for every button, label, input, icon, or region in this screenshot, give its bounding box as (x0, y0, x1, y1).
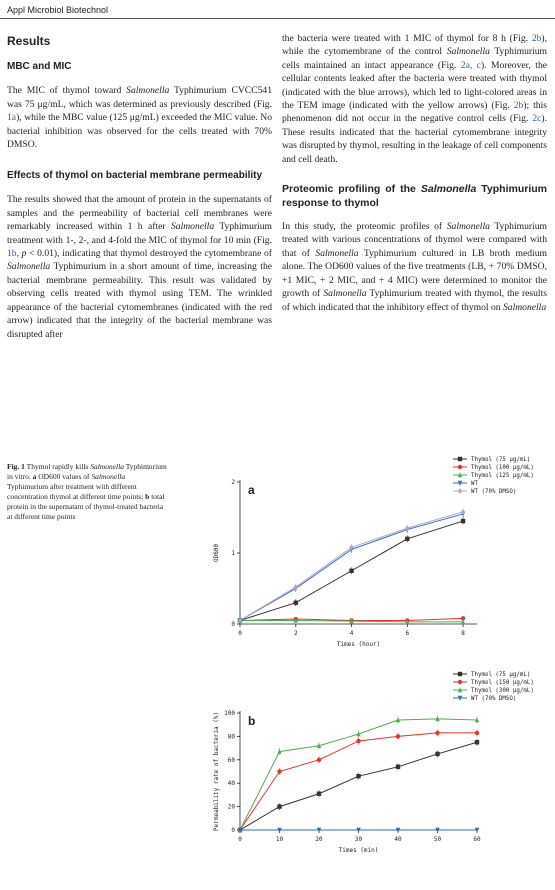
x-tick-label: 0 (238, 836, 242, 843)
y-tick-label: 1 (231, 550, 235, 557)
y-tick-label: 60 (227, 756, 235, 764)
x-tick-label: 8 (461, 630, 465, 637)
text-segment: Salmonella (323, 288, 367, 300)
legend-label: WT (471, 481, 478, 487)
legend-label: Thymol (100 μg/mL) (471, 465, 534, 471)
x-tick-label: 4 (349, 630, 354, 637)
legend-label: Thymol (75 μg/mL) (471, 457, 531, 463)
chart-panel-b (195, 668, 535, 883)
text-segment: Salmonella (126, 85, 170, 97)
x-tick-label: 30 (354, 836, 363, 843)
text-segment: b (145, 492, 150, 501)
legend-marker (458, 680, 462, 684)
data-point (435, 731, 439, 735)
y-tick-label: 0 (231, 621, 235, 628)
paragraph-proteomic-profiling (282, 220, 547, 314)
y-axis-label: Permeability rate of bacteria (%) (213, 711, 220, 832)
y-tick-label: 80 (227, 733, 235, 741)
data-point (461, 519, 465, 523)
text-segment: Salmonella (315, 247, 359, 259)
series-line (240, 742, 477, 830)
series-line (240, 514, 463, 621)
text-segment: Salmonella (7, 261, 51, 273)
y-tick-label: 2 (231, 479, 235, 486)
section-title-results: Results (7, 34, 51, 48)
text-segment: Typhimurium cultured in LB broth medium alone. The OD600 values of the five treatments (LB, + 70% DMSO, +1 MIC, + 2 MIC, and + 4 MIC) were determined to monitor the growth of (282, 247, 547, 300)
figure-caption (7, 462, 167, 522)
text-segment: Proteomic profiling of the (282, 183, 421, 196)
data-point (475, 731, 479, 735)
text-segment: The MIC of thymol toward (7, 85, 127, 97)
legend-marker (458, 672, 462, 676)
data-point (405, 537, 409, 541)
text-segment: Salmonella (91, 472, 126, 481)
y-tick-label: 0 (231, 827, 235, 834)
x-tick-label: 20 (315, 836, 323, 843)
subsection-title-mbc-mic: MBC and MIC (7, 61, 72, 73)
subsection-title-proteomic-profiling (282, 182, 547, 210)
running-head: Appl Microbiol Biotechnol (7, 5, 109, 15)
text-segment: In this study, the proteomic profiles of (282, 221, 447, 233)
legend-marker (458, 488, 462, 493)
text-segment: Thymol rapidly kills (24, 462, 91, 471)
text-segment: ), while the MBC value (125 μg/mL) exceeded the MIC value. No bacterial inhibition was observed for the cells treated with 70% DMSO. (7, 112, 272, 151)
figure-reference-link[interactable]: 2b (513, 100, 524, 112)
text-segment: total protein in the supernatant of thymol-treated bacteria at different time points (7, 492, 165, 521)
subsection-title-membrane-permeability: Effects of thymol on bacterial membrane permeability (7, 170, 263, 182)
figure-reference-link[interactable]: 2b (531, 33, 542, 44)
x-tick-label: 0 (238, 630, 242, 637)
text-segment: a (32, 472, 37, 481)
data-point (461, 509, 465, 514)
panel-letter: b (248, 714, 256, 728)
text-segment: Typhimurium CVCC541 was 75 μg/mL, which was determined as previously described (Fig. (7, 85, 272, 110)
figure-reference-link[interactable]: 1b (7, 248, 17, 260)
data-point (356, 774, 360, 778)
text-segment: Salmonella (420, 183, 477, 196)
paragraph-tem-results (282, 32, 547, 166)
text-segment: Typhimurium response to thymol (282, 183, 547, 210)
series-line (240, 733, 477, 830)
legend-label: Thymol (75 μg/mL) (471, 672, 531, 678)
text-segment: ). These results indicated that the bacterial cytomembrane integrity was disrupted by thymol, resulting in the leakage of cell components and cell death. (282, 113, 547, 165)
data-point (349, 569, 353, 573)
right-column (282, 32, 547, 336)
header-divider (0, 18, 555, 19)
text-segment: Salmonella (90, 462, 124, 471)
data-point (396, 734, 400, 738)
series-line (240, 512, 463, 621)
legend-label: Thymol (125 μg/mL) (471, 473, 534, 479)
left-column (7, 32, 272, 363)
legend-marker (458, 465, 462, 469)
legend-label: WT (70% DMSO) (471, 696, 517, 702)
legend-label: Thymol (150 μg/mL) (471, 680, 534, 686)
x-tick-label: 60 (473, 836, 481, 843)
data-point (277, 804, 281, 808)
text-segment: Typhimurium treated with thymol, the results of which indicated that the inhibitory effect of thymol on (282, 288, 547, 313)
x-tick-label: 6 (405, 630, 410, 637)
x-tick-label: 50 (433, 836, 442, 843)
text-segment: Salmonella (446, 46, 490, 58)
text-segment: Salmonella (446, 221, 490, 233)
figure-reference-link[interactable]: 2a, c (460, 59, 481, 71)
y-tick-label: 40 (227, 780, 235, 788)
text-segment: Typhimurium cells maintained an intact appearance (Fig. (282, 46, 547, 71)
text-segment: the bacteria were treated with 1 MIC of thymol for 8 h (Fig. (282, 33, 532, 44)
legend-label: Thymol (300 μg/mL) (471, 688, 534, 694)
text-segment: ), while the cytomembrane of the control (282, 33, 547, 58)
data-point (277, 769, 281, 773)
text-segment: Fig. 1 (7, 462, 25, 471)
text-segment: The results showed that the amount of protein in the supernatants of samples and the permeability of bacterial cell membranes were remarkably increased within 1 h after (7, 194, 272, 233)
y-tick-label: 20 (227, 803, 235, 811)
data-point (317, 792, 321, 796)
x-tick-label: 2 (293, 630, 298, 637)
text-segment: ). Moreover, the cellular contents leaked after the bacteria were treated with thymol (indicated with the blue arrows), which led to light-colored areas in the TEM image (indicated with the yellow arrows) (Fig. (282, 59, 547, 112)
text-segment: < 0.01), indicating that thymol destroyed the cytomembrane of (26, 248, 272, 260)
x-axis-label: Times (hour) (336, 641, 381, 648)
text-segment: Typhimurium in vitro. (7, 462, 167, 481)
paragraph-mbc-mic (7, 84, 272, 151)
legend-label: WT (70% DMSO) (471, 489, 517, 495)
text-segment: Typhimurium treatment with 1-, 2-, and 4-fold the MIC of thymol for 10 min (Fig. (7, 221, 272, 246)
data-point (317, 758, 321, 762)
legend-marker (458, 457, 462, 461)
x-axis-label: Times (min) (338, 847, 379, 854)
chart-panel-a (195, 452, 535, 664)
data-point (396, 765, 400, 769)
data-point (356, 739, 360, 743)
text-segment: p (21, 248, 27, 260)
y-axis-label: OD600 (213, 543, 220, 563)
text-segment: Typhimurium in a short amount of time, increasing the bacterial membrane permeability. This result was validated by observing cells treated with thymol using TEM. The wrinkled appearance of the bacterial cytomembranes (indicated with the red arrow) indicated that the integrity of the bacterial membrane was disrupted after (7, 261, 272, 340)
y-tick-label: 100 (224, 710, 235, 717)
paragraph-membrane-permeability (7, 193, 272, 340)
data-point (475, 740, 479, 744)
text-segment: Salmonella (502, 301, 547, 313)
text-segment: OD600 values of (36, 472, 92, 481)
data-point (435, 752, 439, 756)
data-point (294, 601, 298, 605)
text-segment: Typhimurium treated with various concentrations of thymol were compared with that of (282, 221, 547, 259)
text-segment: , (16, 248, 22, 260)
figure-reference-link[interactable]: 2c (532, 113, 542, 125)
text-segment: ); this phenomenon did not occur in the negative control cells (Fig. (282, 100, 547, 125)
text-segment: Typhimurium after treatment with different concentration thymol at different time points; (7, 482, 146, 501)
text-segment: Salmonella (170, 221, 215, 233)
figure-reference-link[interactable]: 1a (7, 112, 17, 124)
panel-letter: a (248, 483, 255, 497)
x-tick-label: 40 (394, 836, 402, 843)
x-tick-label: 10 (275, 836, 284, 843)
